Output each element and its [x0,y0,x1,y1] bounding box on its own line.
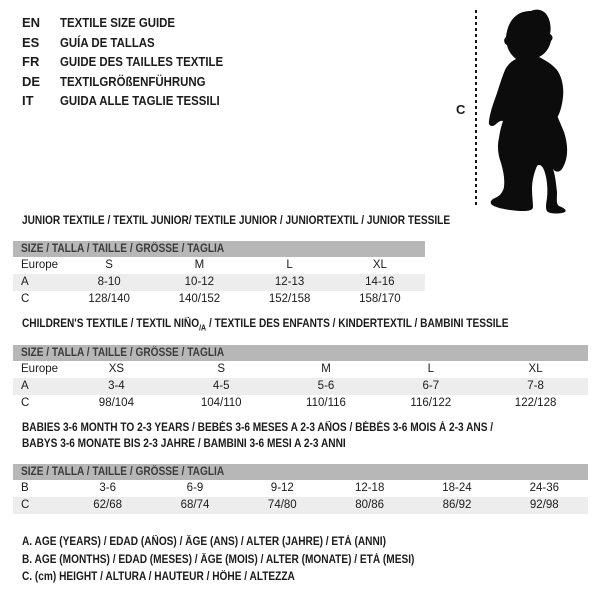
language-title: GUIDA ALLE TAGLIE TESSILI [60,93,220,109]
table-cell: 68/74 [180,499,210,511]
babies-size-header-bar [13,464,588,480]
junior-size-header-bar [13,241,425,257]
size-col: M [194,259,205,271]
language-title: TEXTILGRÖßENFÜHRUNG [60,73,206,89]
size-col: L [286,259,293,271]
footnote-b-text: B. AGE (MONTHS) / EDAD (MESES) / ÂGE (MOIS) / ALTER (MONATE) / ETÀ (MESI) [22,553,415,566]
footnote-c [22,569,468,587]
table-cell: 12-18 [354,482,385,494]
table-cell: 80/86 [355,499,385,511]
table-cell: 74/80 [267,499,297,511]
language-title: TEXTILE SIZE GUIDE [60,15,176,31]
children-size-table [13,317,588,412]
table-cell: 152/158 [268,293,311,305]
size-header-text: SIZE / TALLA / TAILLE / GRÖSSE / TAGLIA [21,347,225,359]
table-cell: 14-16 [365,276,395,288]
footnote-a-text: A. AGE (YEARS) / EDAD (AÑOS) / ÂGE (ANS) / ALTER (JAHRE) / ETÀ (ANNI) [22,536,386,548]
language-code: DE [22,73,41,89]
footnote-b [22,552,468,570]
table-cell: 8-10 [97,276,121,288]
table-cell: 7-8 [527,380,544,392]
table-cell: 10-12 [184,276,215,288]
table-cell: 104/110 [200,397,242,409]
size-col: S [105,259,113,271]
junior-age-row [13,274,425,291]
language-title-list [22,13,245,111]
height-measure-dotted-line [475,10,477,208]
row-label: Europe [21,363,59,375]
children-height-row [13,395,588,412]
language-row-fr [22,52,245,72]
language-title: GUÍA DE TALLAS [60,34,155,50]
table-cell: 92/98 [529,499,559,511]
size-col: XL [528,363,543,375]
table-cell: 110/116 [306,397,346,409]
table-cell: 140/152 [178,293,221,305]
table-cell: 12-13 [274,276,305,288]
table-cell: 24-36 [529,482,560,494]
table-cell: 6-7 [422,380,440,392]
babies-table-title-text: BABIES 3-6 MONTH TO 2-3 YEARS / BEBÉS 3-6 MESES A 2-3 AÑOS / BÉBÉS 3-6 MOIS À 2-3 ANS / [22,422,494,434]
babies-table-title-line2 [22,437,588,451]
babies-size-table [13,421,588,514]
language-row-es [22,33,245,53]
language-row-en [22,13,245,33]
height-measure-label: C [456,102,466,117]
row-label: C [21,499,30,511]
size-col: XL [372,259,387,271]
footnote-a [22,534,468,552]
language-row-de [22,72,245,92]
table-cell: 86/92 [442,499,472,511]
toddler-silhouette-icon [487,8,599,214]
row-label: C [21,293,30,305]
children-size-header-bar [13,345,588,361]
table-cell: 3-6 [99,482,116,494]
table-cell: 128/140 [88,293,130,305]
size-header-text: SIZE / TALLA / TAILLE / GRÖSSE / TAGLIA [21,243,225,255]
language-code: FR [22,54,40,70]
language-code: ES [22,34,40,50]
table-cell: 98/104 [98,397,134,409]
row-label: A [21,380,29,392]
junior-europe-row [13,257,425,274]
size-col: M [321,363,331,375]
row-label: A [21,276,29,288]
table-cell: 9-12 [270,482,294,494]
children-age-row [13,378,588,395]
table-cell: 158/170 [359,293,401,305]
table-cell: 18-24 [442,482,472,494]
babies-height-row [13,497,588,514]
language-code: IT [22,93,34,109]
size-col: S [217,363,226,375]
children-table-title-text: CHILDREN'S TEXTILE / TEXTIL $NIÑO_{/A}$ / TEXTILE DES ENFANTS / KINDERTEXTIL / BAMBINI TESSILE [22,318,509,333]
junior-table-title [22,214,451,228]
language-row-it [22,91,245,111]
junior-height-row [13,291,425,308]
language-title: GUIDE DES TAILLES TEXTILE [60,54,224,70]
footnote-legend [22,534,468,587]
row-label: Europe [21,259,59,271]
table-cell: 6-9 [186,482,204,494]
children-europe-row [13,361,588,378]
size-col: XS [108,363,125,375]
size-col: L [427,363,434,375]
row-label: C [21,397,30,409]
babies-table-title-text: BABYS 3-6 MONATE BIS 2-3 JAHRE / BAMBINI 3-6 MESI A 2-3 ANNI [22,438,346,450]
table-cell: 116/122 [410,397,452,409]
babies-table-title-line1 [22,421,588,435]
table-cell: 5-6 [317,380,335,392]
footnote-c-text: C. (cm) HEIGHT / ALTURA / HAUTEUR / HÖHE / ALTEZZA [22,571,295,583]
babies-months-row [13,480,588,497]
row-label: B [21,482,29,494]
junior-table-title-text: JUNIOR TEXTILE / TEXTIL JUNIOR/ TEXTILE JUNIOR / JUNIORTEXTIL / JUNIOR TESSILE [22,215,451,227]
size-header-text: SIZE / TALLA / TAILLE / GRÖSSE / TAGLIA [21,466,225,478]
language-code: EN [22,15,41,31]
table-cell: 4-5 [212,380,230,392]
table-cell: 62/68 [93,499,123,511]
children-table-title [22,317,588,331]
table-cell: 3-4 [108,380,125,392]
table-cell: 122/128 [514,397,557,409]
junior-size-table [13,214,451,308]
